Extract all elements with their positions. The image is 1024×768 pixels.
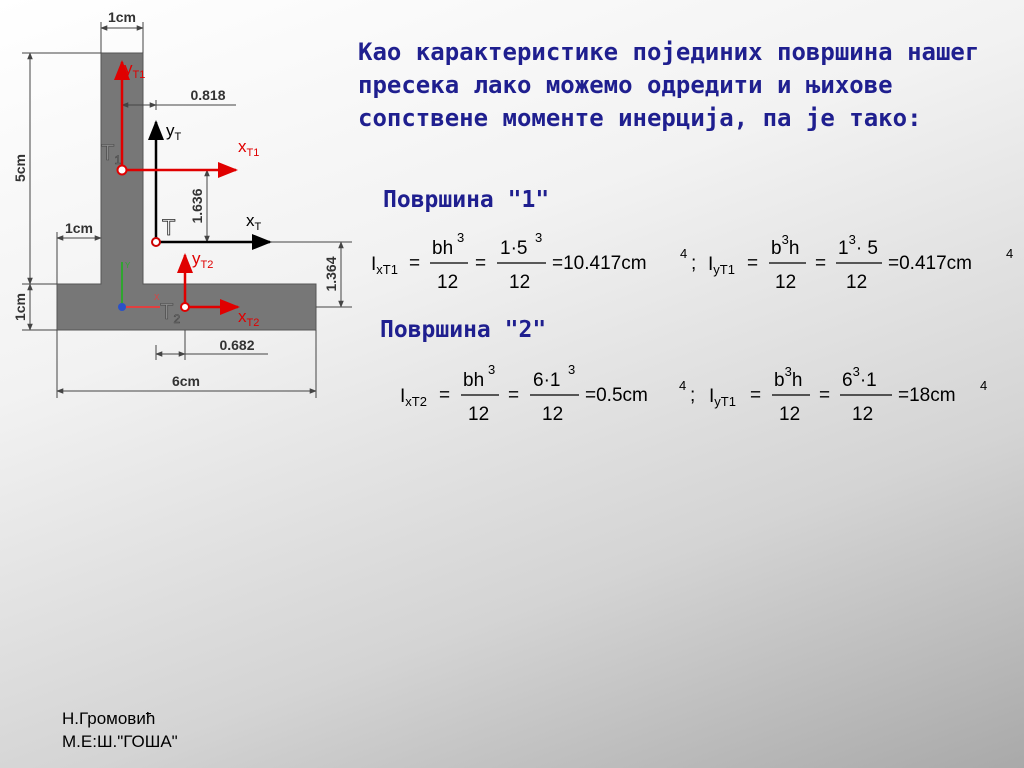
t-section-shape <box>57 53 316 330</box>
label-xT2: $x_{T2}$ <box>238 307 260 329</box>
dim-0682: 0.682 <box>219 337 255 353</box>
ucs-y-label: Y <box>125 261 131 270</box>
dim-bottom-width: 6cm <box>171 373 201 389</box>
svg-text:=18cm: =18cm <box>898 385 956 406</box>
dim-flange-height: 1cm <box>12 292 28 322</box>
svg-text:bh: bh <box>432 238 454 259</box>
svg-text:b3h: $b^3h$ <box>771 232 800 259</box>
label-yT2: $y_{T2}$ <box>192 249 214 271</box>
svg-text:=: = <box>508 385 520 406</box>
label-xT1: $x_{T1}$ <box>238 137 260 159</box>
svg-text:b3h: $b^3h$ <box>774 364 803 391</box>
label-T1: T1 <box>101 140 122 167</box>
svg-text:=: = <box>409 253 421 274</box>
svg-text:4: 4 <box>679 378 687 393</box>
svg-text:=: = <box>750 385 762 406</box>
dimension-lines <box>22 22 352 398</box>
svg-text:=: = <box>475 253 487 274</box>
svg-text:IyT1: $I_{yT1}$ <box>709 386 736 409</box>
svg-text:=10.417cm: =10.417cm <box>552 253 647 274</box>
svg-text:=: = <box>815 253 827 274</box>
svg-text:63·1: $6^3\cdot 1$ <box>842 364 877 391</box>
author-name: Н.Громовић <box>62 709 156 728</box>
intro-paragraph: Као карактеристике појединих површина нашег пресека лако можемо одредити и њихове сопствене моменте инерција, па је тако: <box>358 38 980 132</box>
dim-web-height: 5cm <box>12 153 28 183</box>
svg-text:12: 12 <box>509 272 531 293</box>
svg-text:3: 3 <box>535 230 543 245</box>
dim-1636: 1.636 <box>189 188 205 224</box>
svg-text:;: ; <box>691 253 697 274</box>
svg-text:4: 4 <box>1006 246 1014 261</box>
dim-mid-width: 1cm <box>64 220 94 236</box>
svg-text:12: 12 <box>437 272 459 293</box>
svg-text:13· 5: $1^3\cdot 5$ <box>838 232 878 259</box>
svg-text:12: 12 <box>468 404 490 425</box>
svg-text:IxT2: $I_{xT2}$ <box>400 386 427 409</box>
label-T: T <box>162 215 176 240</box>
svg-text:12: 12 <box>852 404 874 425</box>
svg-text:;: ; <box>690 385 696 406</box>
author-footer <box>62 707 178 753</box>
school-name: М.Е:Ш."ГОША" <box>62 732 178 751</box>
svg-text:3: 3 <box>488 362 496 377</box>
centroid-T-point <box>152 238 160 246</box>
svg-text:12: 12 <box>846 272 868 293</box>
svg-text:4: 4 <box>980 378 988 393</box>
label-T2: T2 <box>160 299 181 326</box>
svg-text:=: = <box>439 385 451 406</box>
svg-text:=0.5cm: =0.5cm <box>585 385 648 406</box>
svg-text:=0.417cm: =0.417cm <box>888 253 972 274</box>
t-section-drawing <box>0 0 360 410</box>
svg-text:IyT1: $I_{yT1}$ <box>708 254 735 277</box>
ucs-x-label: X <box>154 293 160 302</box>
dim-1364: 1.364 <box>323 256 339 292</box>
dim-0818: 0.818 <box>190 87 226 103</box>
svg-text:12: 12 <box>775 272 797 293</box>
label-yT: $y_T$ <box>166 121 182 143</box>
svg-text:6·1: 6·1 <box>533 370 561 391</box>
svg-text:=: = <box>819 385 831 406</box>
label-yT1: $y_{T1}$ <box>124 59 146 81</box>
svg-text:12: 12 <box>542 404 564 425</box>
svg-text:IxT1: $I_{xT1}$ <box>371 254 398 277</box>
svg-text:4: 4 <box>680 246 688 261</box>
surface1-heading: Површина "1" <box>383 187 550 213</box>
svg-text:3: 3 <box>457 230 465 245</box>
svg-text:12: 12 <box>779 404 801 425</box>
svg-text:bh: bh <box>463 370 485 391</box>
surface2-heading: Површина "2" <box>380 317 547 343</box>
dim-top-width: 1cm <box>107 9 137 25</box>
centroid-T2-point <box>181 303 189 311</box>
svg-text:1·5: 1·5 <box>500 238 528 259</box>
svg-text:=: = <box>747 253 759 274</box>
svg-text:3: 3 <box>568 362 576 377</box>
label-xT: $x_T$ <box>246 211 262 233</box>
